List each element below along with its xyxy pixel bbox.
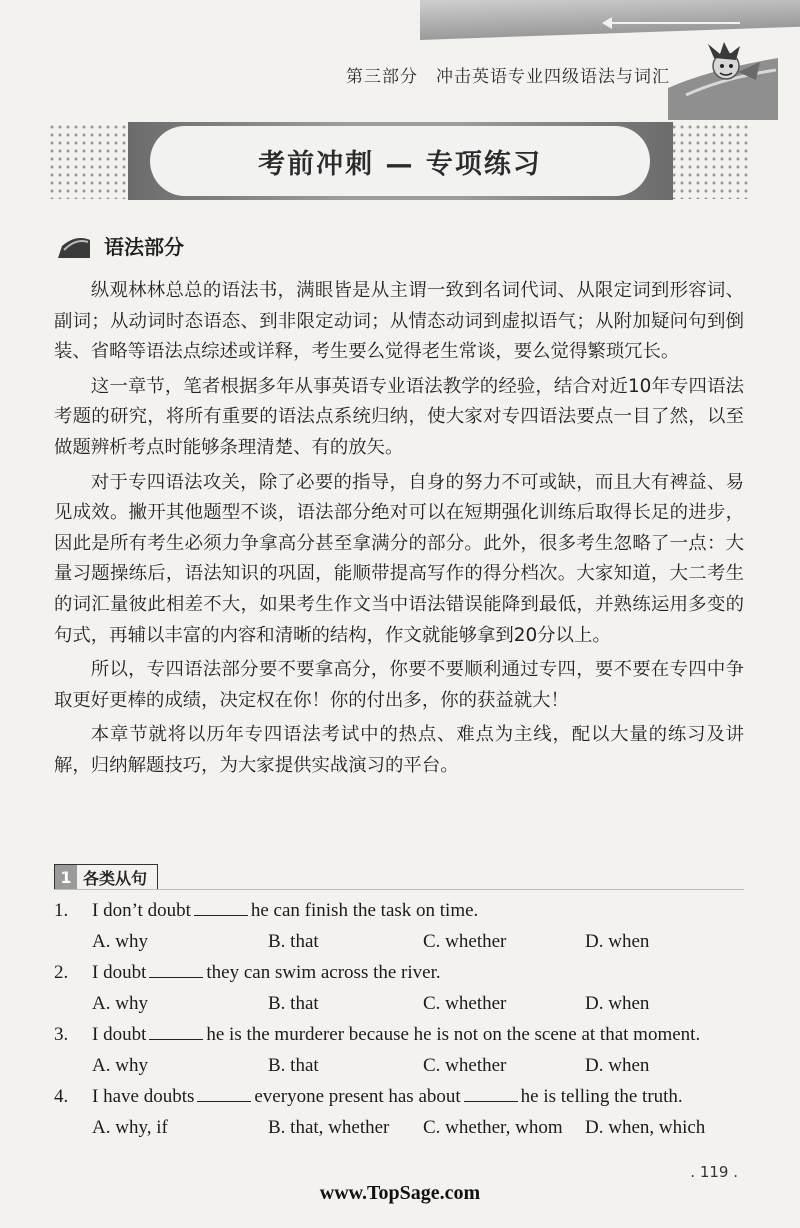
dot-pattern xyxy=(48,123,126,199)
section-title: 语法部分 xyxy=(104,235,184,259)
question-stem xyxy=(92,1024,700,1046)
stem-text: everyone present has about xyxy=(254,1086,461,1107)
option-a: A. why xyxy=(92,931,148,952)
stem-text: he is the murderer because he is not on the scene at that moment. xyxy=(206,1024,701,1045)
book-icon xyxy=(56,230,92,260)
question-number: 3. xyxy=(54,1024,69,1045)
option-d: D. when, which xyxy=(585,1117,706,1138)
option-a: A. why xyxy=(92,993,148,1014)
paragraph: 这一章节，笔者根据多年从事英语专业语法教学的经验，结合对近10年专四语法考题的研究，将所有重要的语法点系统归纳，使大家对专四语法要点一目了然，以至做题辨析考点时能够条理清楚、有的放矢。 xyxy=(54,375,744,458)
stem-text: he can finish the task on time. xyxy=(250,900,479,921)
question-number: 2. xyxy=(54,962,69,983)
stem-text: he is telling the truth. xyxy=(520,1086,683,1107)
answer-blank xyxy=(194,901,248,916)
option-b: B. that, whether xyxy=(268,1117,390,1138)
question-stem xyxy=(92,900,478,922)
option-a: A. why xyxy=(92,1055,148,1076)
answer-blank xyxy=(149,963,203,978)
option-d: D. when xyxy=(585,993,650,1014)
answer-blank xyxy=(197,1087,251,1102)
answer-blank xyxy=(149,1025,203,1040)
option-c: C. whether xyxy=(423,1055,507,1076)
option-c: C. whether, whom xyxy=(423,1117,563,1138)
stem-text: I doubt xyxy=(92,1024,147,1045)
question-stem xyxy=(92,1086,683,1108)
arrow-decoration xyxy=(610,22,740,24)
paragraph: 对于专四语法攻关，除了必要的指导，自身的努力不可或缺，而且大有裨益、易见成效。撇开其他题型不谈，语法部分绝对可以在短期强化训练后取得长足的进步，因此是所有考生必须力争拿高分甚至拿满分的部分。此外，很多考生忽略了一点：大量习题操练后，语法知识的巩固，能顺带提高写作的得分档次。大家知道，大二考生的词汇量彼此相差不大，如果考生作文当中语法错误能降到最低，并熟练运用多变的句式，再辅以丰富的内容和清晰的结构，作文就能够拿到20分以上。 xyxy=(54,471,744,646)
option-b: B. that xyxy=(268,931,319,952)
footer-url: www.TopSage.com xyxy=(319,1182,481,1204)
divider xyxy=(54,889,744,890)
stem-text: they can swim across the river. xyxy=(206,962,441,983)
option-b: B. that xyxy=(268,993,319,1014)
option-d: D. when xyxy=(585,931,650,952)
intro-text xyxy=(54,276,744,786)
question-stem xyxy=(92,962,441,984)
paragraph: 本章节就将以历年专四语法考试中的热点、难点为主线，配以大量的练习及讲解，归纳解题技巧，为大家提供实战演习的平台。 xyxy=(54,724,744,776)
stem-text: I don’t doubt xyxy=(92,900,191,921)
dot-pattern xyxy=(670,123,748,199)
option-a: A. why, if xyxy=(92,1117,168,1138)
question-list xyxy=(54,900,744,1148)
question-item xyxy=(54,1024,744,1086)
stem-text: I doubt xyxy=(92,962,147,983)
chapter-title: 考前冲刺 — 专项练习 xyxy=(258,148,542,180)
question-item xyxy=(54,1086,744,1148)
option-c: C. whether xyxy=(423,931,507,952)
running-header: 第三部分 冲击英语专业四级语法与词汇 xyxy=(346,67,670,87)
title-banner-oval xyxy=(150,126,650,196)
option-d: D. when xyxy=(585,1055,650,1076)
question-number: 4. xyxy=(54,1086,69,1107)
answer-blank xyxy=(464,1087,518,1102)
mascot-icon xyxy=(668,40,778,120)
subsection-number: 1 xyxy=(55,865,77,889)
option-b: B. that xyxy=(268,1055,319,1076)
subsection-tag xyxy=(54,864,158,890)
question-number: 1. xyxy=(54,900,69,921)
option-c: C. whether xyxy=(423,993,507,1014)
paragraph: 纵观林林总总的语法书，满眼皆是从主谓一致到名词代词、从限定词到形容词、副词；从动词时态语态、到非限定动词；从情态动词到虚拟语气；从附加疑问句到倒装、省略等语法点综述或详释，考生要么觉得老生常谈，要么觉得繁琐冗长。 xyxy=(54,280,744,363)
paragraph: 所以，专四语法部分要不要拿高分，你要不要顺利通过专四，要不要在专四中争取更好更棒的成绩，决定权在你！你的付出多，你的获益就大！ xyxy=(54,659,744,711)
subsection-label: 各类从句 xyxy=(77,865,157,889)
question-item xyxy=(54,962,744,1024)
page-number: . 119 . xyxy=(690,1163,738,1181)
question-item xyxy=(54,900,744,962)
stem-text: I have doubts xyxy=(92,1086,195,1107)
